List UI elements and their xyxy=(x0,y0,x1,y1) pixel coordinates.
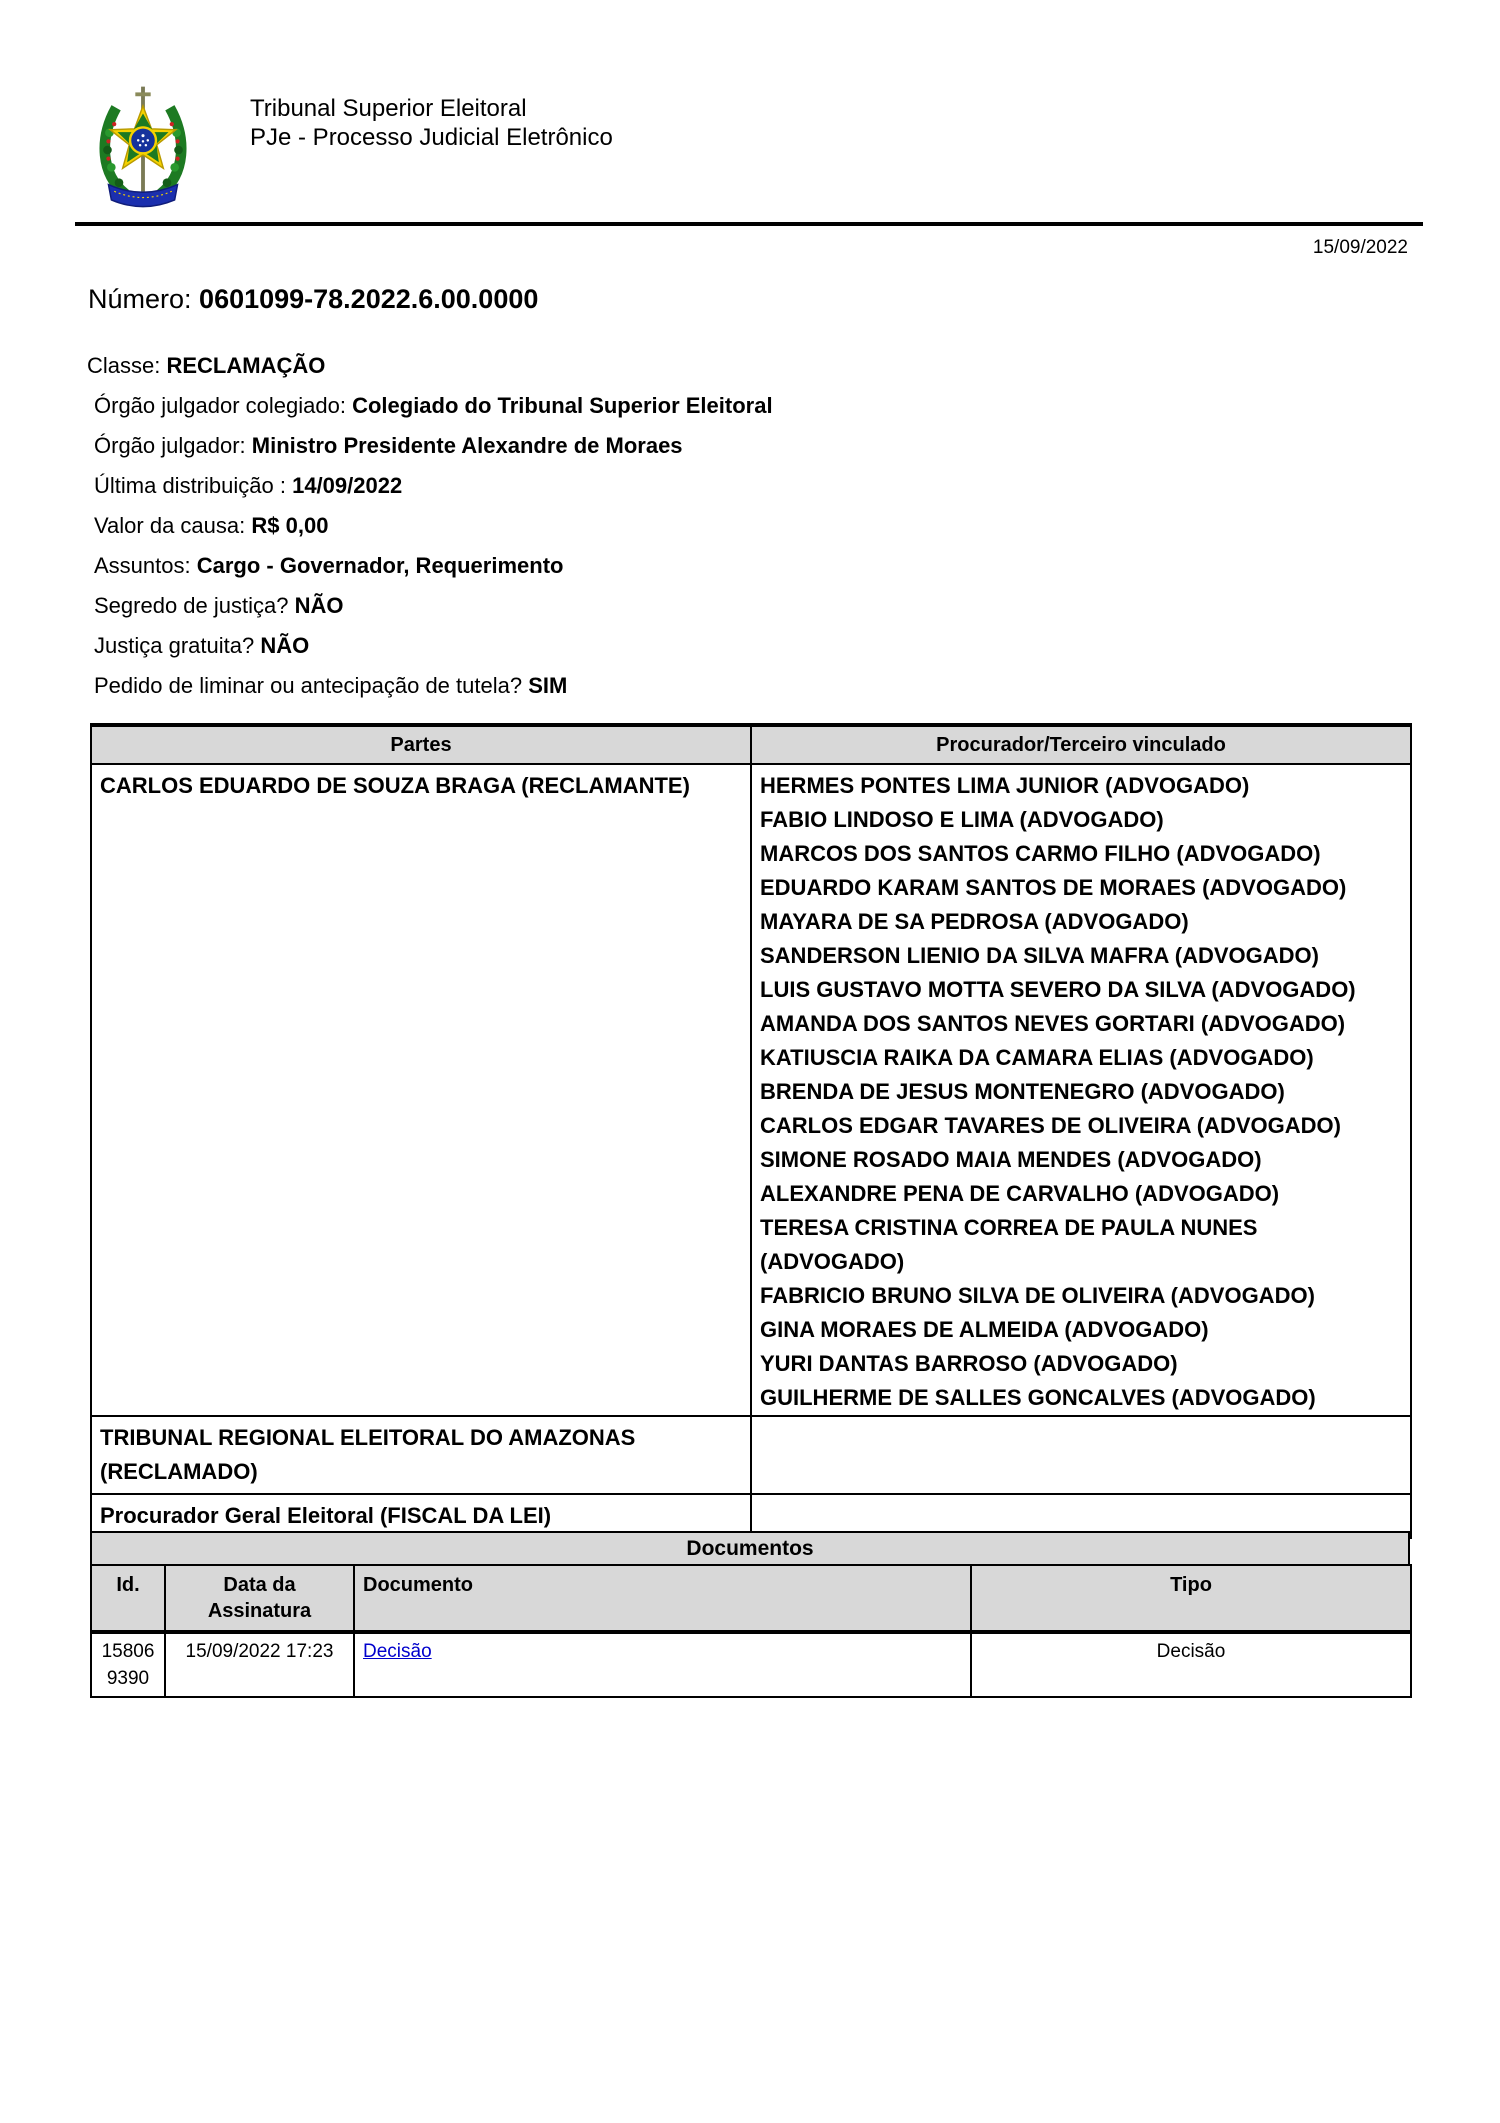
list-item: FABRICIO BRUNO SILVA DE OLIVEIRA (ADVOGADO) xyxy=(760,1283,1315,1308)
list-item: SANDERSON LIENIO DA SILVA MAFRA (ADVOGADO) xyxy=(760,943,1319,968)
field-classe xyxy=(87,346,773,386)
list-item: EDUARDO KARAM SANTOS DE MORAES (ADVOGADO) xyxy=(760,875,1347,900)
parte-cell: TRIBUNAL REGIONAL ELEITORAL DO AMAZONAS (RECLAMADO) xyxy=(91,1416,751,1494)
field-label: Classe: xyxy=(87,353,161,378)
field-ultima-distribuicao xyxy=(87,466,773,506)
app-title: PJe - Processo Judicial Eletrônico xyxy=(250,124,613,151)
partes-column-header: Partes xyxy=(91,725,751,764)
field-orgao-julgador xyxy=(87,426,773,466)
field-value: R$ 0,00 xyxy=(251,513,329,538)
list-item: GINA MORAES DE ALMEIDA (ADVOGADO) xyxy=(760,1317,1209,1342)
list-item: LUIS GUSTAVO MOTTA SEVERO DA SILVA (ADVOGADO) xyxy=(760,977,1356,1002)
field-label: Assuntos: xyxy=(94,553,191,578)
tse-coat-of-arms-logo xyxy=(95,82,191,218)
procuradores-cell xyxy=(751,1416,1411,1494)
table-row xyxy=(91,764,1411,1416)
document-link[interactable]: Decisão xyxy=(363,1641,432,1662)
header-divider-rule xyxy=(75,222,1423,226)
field-value: SIM xyxy=(528,673,568,698)
documentos-section-title: Documentos xyxy=(90,1531,1410,1566)
list-item: MARCOS DOS SANTOS CARMO FILHO (ADVOGADO) xyxy=(760,841,1321,866)
field-label: Órgão julgador: xyxy=(94,433,246,458)
process-number-line xyxy=(88,282,538,316)
org-title: Tribunal Superior Eleitoral xyxy=(250,95,527,122)
field-label: Última distribuição : xyxy=(94,473,286,498)
list-item: MAYARA DE SA PEDROSA (ADVOGADO) xyxy=(760,909,1189,934)
list-item: SIMONE ROSADO MAIA MENDES (ADVOGADO) xyxy=(760,1147,1262,1172)
list-item: HERMES PONTES LIMA JUNIOR (ADVOGADO) xyxy=(760,773,1250,798)
field-assuntos xyxy=(87,546,773,586)
data-assinatura-column-header: Data da Assinatura xyxy=(165,1565,354,1632)
id-column-header: Id. xyxy=(91,1565,165,1632)
field-value: Cargo - Governador, Requerimento xyxy=(196,553,564,578)
app-header-titles xyxy=(250,94,613,152)
documentos-header-row xyxy=(91,1565,1411,1632)
field-value: NÃO xyxy=(260,633,310,658)
field-value: Colegiado do Tribunal Superior Eleitoral xyxy=(352,393,773,418)
list-item: BRENDA DE JESUS MONTENEGRO (ADVOGADO) xyxy=(760,1079,1285,1104)
field-value: NÃO xyxy=(294,593,344,618)
procurador-column-header: Procurador/Terceiro vinculado xyxy=(751,725,1411,764)
list-item: GUILHERME DE SALLES GONCALVES (ADVOGADO) xyxy=(760,1385,1316,1410)
list-item: TERESA CRISTINA CORREA DE PAULA NUNES (ADVOGADO) xyxy=(760,1215,1258,1274)
field-segredo-justica xyxy=(87,586,773,626)
field-value: RECLAMAÇÃO xyxy=(166,353,326,378)
process-metadata xyxy=(87,346,773,706)
field-justica-gratuita xyxy=(87,626,773,666)
list-item: AMANDA DOS SANTOS NEVES GORTARI (ADVOGADO) xyxy=(760,1011,1346,1036)
partes-table xyxy=(90,723,1412,1539)
list-item: KATIUSCIA RAIKA DA CAMARA ELIAS (ADVOGADO) xyxy=(760,1045,1314,1070)
document-id: 158069390 xyxy=(91,1632,165,1697)
advogados-list xyxy=(760,769,1402,1415)
field-value: 14/09/2022 xyxy=(292,473,403,498)
field-value: Ministro Presidente Alexandre de Moraes xyxy=(251,433,683,458)
process-number-label: Número: xyxy=(88,284,192,314)
field-label: Segredo de justiça? xyxy=(94,593,289,618)
print-date: 15/09/2022 xyxy=(1312,237,1408,258)
list-item: ALEXANDRE PENA DE CARVALHO (ADVOGADO) xyxy=(760,1181,1280,1206)
field-label: Justiça gratuita? xyxy=(94,633,255,658)
field-label: Valor da causa: xyxy=(94,513,246,538)
document-type: Decisão xyxy=(971,1632,1411,1697)
partes-header-row xyxy=(91,725,1411,764)
document-cell xyxy=(354,1632,971,1697)
tipo-column-header: Tipo xyxy=(971,1565,1411,1632)
list-item: CARLOS EDGAR TAVARES DE OLIVEIRA (ADVOGADO) xyxy=(760,1113,1341,1138)
brazil-coat-of-arms-icon xyxy=(95,82,191,218)
document-signature-date: 15/09/2022 17:23 xyxy=(165,1632,354,1697)
process-number-value: 0601099-78.2022.6.00.0000 xyxy=(199,284,539,314)
list-item: FABIO LINDOSO E LIMA (ADVOGADO) xyxy=(760,807,1164,832)
procuradores-cell xyxy=(751,764,1411,1416)
table-row xyxy=(91,1416,1411,1494)
field-label: Órgão julgador colegiado: xyxy=(94,393,346,418)
list-item: YURI DANTAS BARROSO (ADVOGADO) xyxy=(760,1351,1178,1376)
documentos-table xyxy=(90,1564,1412,1698)
table-row xyxy=(91,1632,1411,1697)
field-pedido-liminar xyxy=(87,666,773,706)
field-label: Pedido de liminar ou antecipação de tutela? xyxy=(94,673,523,698)
field-orgao-colegiado xyxy=(87,386,773,426)
documento-column-header: Documento xyxy=(354,1565,971,1632)
field-valor-causa xyxy=(87,506,773,546)
parte-cell: Procurador Geral Eleitoral (FISCAL DA LEI) xyxy=(91,1494,751,1538)
parte-cell: CARLOS EDUARDO DE SOUZA BRAGA (RECLAMANTE) xyxy=(91,764,751,1416)
